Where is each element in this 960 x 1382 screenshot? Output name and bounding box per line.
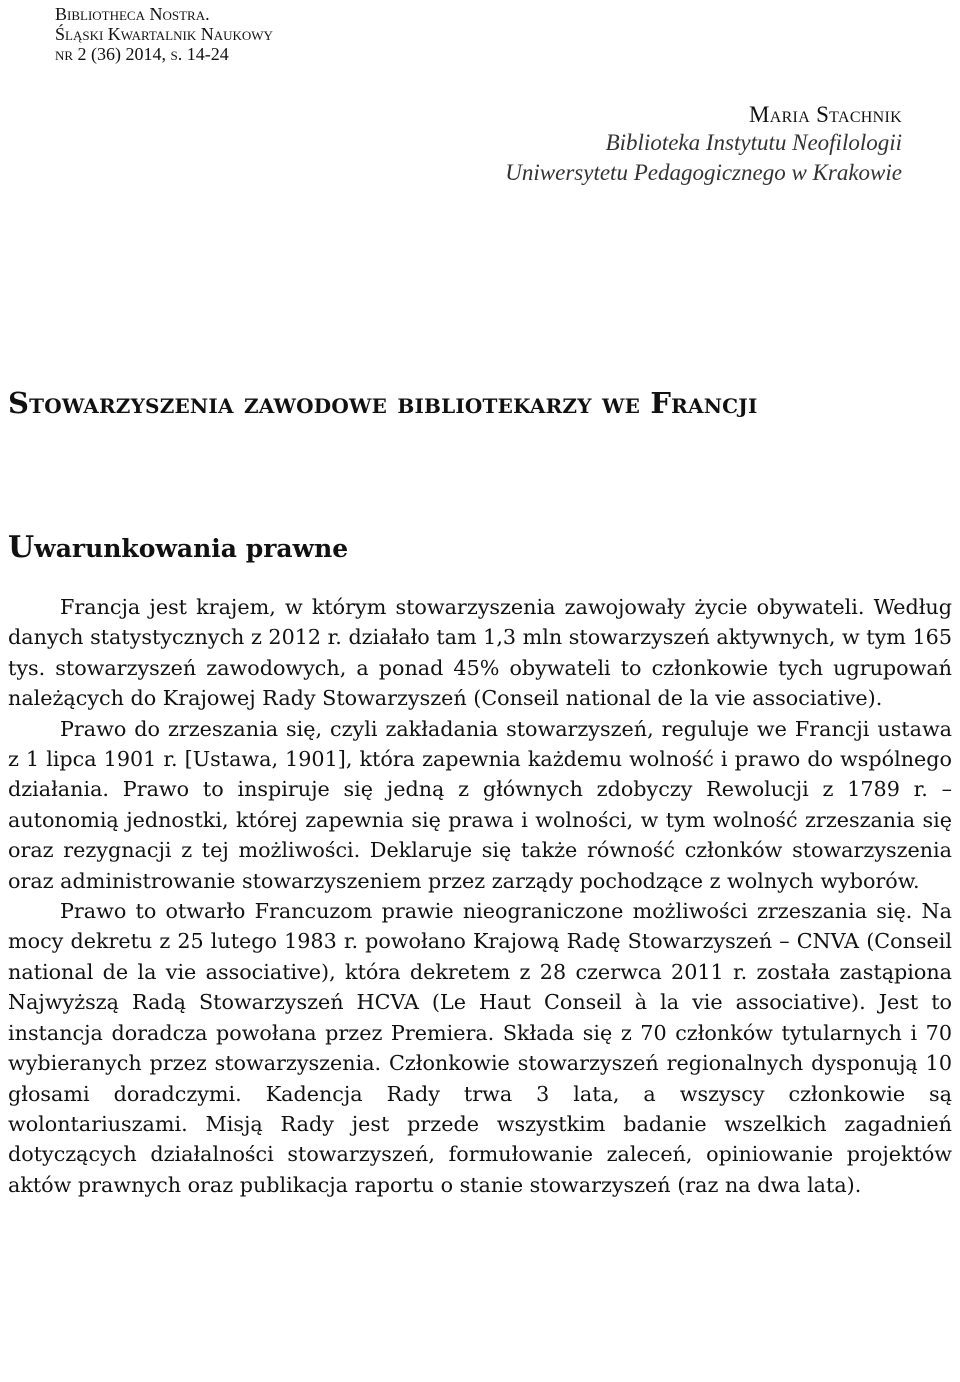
journal-name: Bibliotheca Nostra.	[55, 4, 210, 24]
paragraph-1: Francja jest krajem, w którym stowarzyszenia zawojowały życie obywateli. Według danych statystycznych z 2012 r. działało tam 1,3 mln stowarzyszeń aktywnych, w tym 165 tys. stowarzyszeń zawodowych, a ponad 45% obywateli to członkowie tych ugrupowań należących do Krajowej Rady Stowarzyszeń (Conseil national de la vie associative).	[8, 595, 952, 711]
affiliation-line-2: Uniwersytetu Pedagogicznego w Krakowie	[505, 160, 902, 185]
article-title: Stowarzyszenia zawodowe bibliotekarzy we Francji	[8, 386, 758, 420]
journal-issue: nr 2 (36) 2014, s. 14-24	[55, 44, 229, 64]
author-name: Maria Stachnik	[748, 102, 902, 127]
affiliation-line-1: Biblioteka Instytutu Neofilologii	[605, 130, 902, 155]
section-heading-initial: U	[8, 530, 35, 565]
paragraph-2: Prawo do zrzeszania się, czyli zakładania stowarzyszeń, reguluje we Francji ustawa z 1 lipca 1901 r. [Ustawa, 1901], która zapewnia każdemu wolność i prawo do wspólnego działania. Prawo to inspiruje się jedną z głównych zdobyczy Rewolucji z 1789 r. – autonomią jednostki, której zapewnia się prawa i wolności, w tym wolność zrzeszania się oraz rezygnacji z tej możliwości. Deklaruje się także równość członków stowarzyszenia oraz administrowanie stowarzyszeniem przez zarządy pochodzące z wolnych wyborów.	[8, 716, 952, 893]
journal-subtitle: Śląski Kwartalnik Naukowy	[55, 24, 273, 44]
paragraph-3: Prawo to otwarło Francuzom prawie nieograniczone możliwości zrzeszania się. Na mocy dekretu z 25 lutego 1983 r. powołano Krajową Radę Stowarzyszeń – CNVA (Conseil national de la vie associative), która dekretem z 28 czerwca 2011 r. została zastąpiona Najwyższą Radą Stowarzyszeń HCVA (Le Haut Conseil à la vie associative). Jest to instancja doradcza powołana przez Premiera. Składa się z 70 członków tytularnych i 70 wybieranych przez stowarzyszenia. Członkowie stowarzyszeń regionalnych dysponują 10 głosami doradczymi. Kadencja Rady trwa 3 lata, a wszyscy członkowie są wolontariuszami. Misją Rady jest przede wszystkim badanie wszelkich zagadnień dotyczących działalności stowarzyszeń, formułowanie zaleceń, opiniowanie projektów aktów prawnych oraz publikacja raportu o stanie stowarzyszeń (raz na dwa lata).	[8, 899, 952, 1197]
body-text	[8, 592, 952, 1200]
author-block	[505, 102, 902, 188]
section-heading-text: warunkowania prawne	[34, 534, 349, 563]
section-heading	[8, 531, 348, 566]
journal-header	[55, 4, 273, 64]
